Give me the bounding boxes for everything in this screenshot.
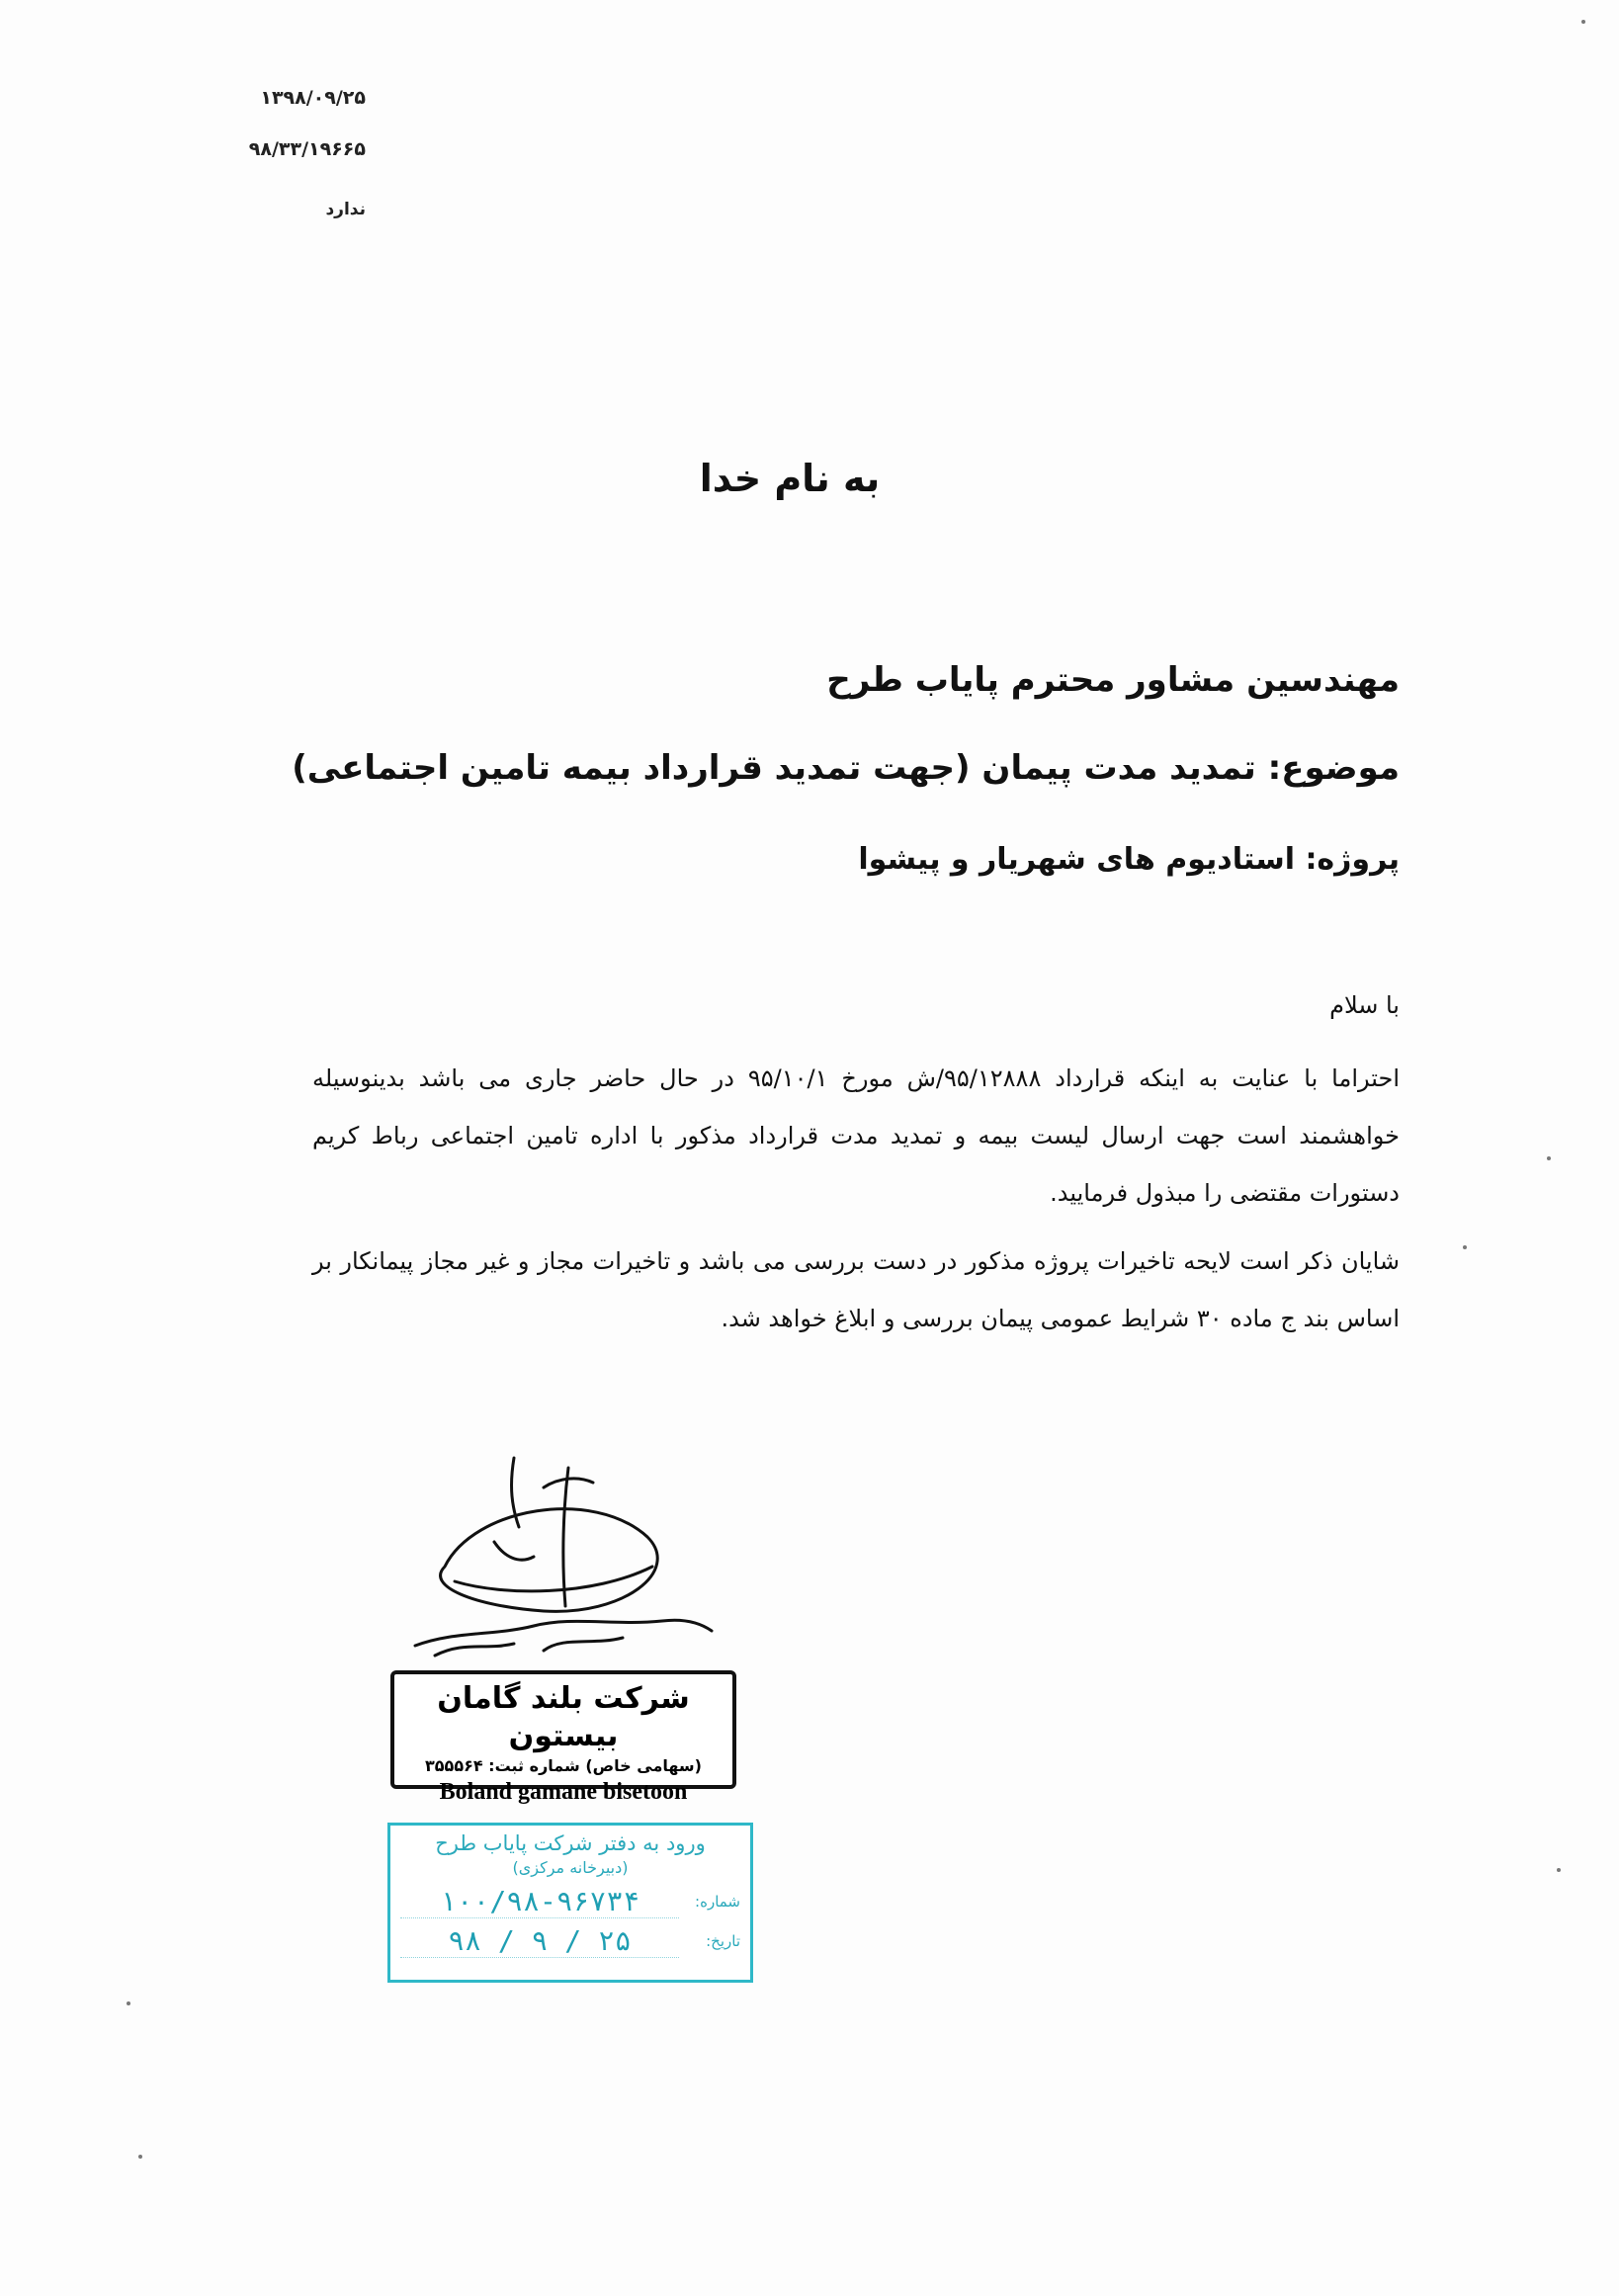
registry-stamp-subtitle: (دبیرخانه مرکزی) xyxy=(512,1858,629,1877)
letter-date: ۱۳۹۸/۰۹/۲۵ xyxy=(260,87,366,109)
project-line: پروژه: استادیوم های شهریار و پیشوا xyxy=(858,842,1400,877)
registry-date-label: تاریخ: xyxy=(706,1932,740,1950)
registry-stamp xyxy=(387,1823,753,1983)
registry-number-label: شماره: xyxy=(695,1893,740,1911)
registry-stamp-title: ورود به دفتر شرکت پایاب طرح xyxy=(435,1831,706,1855)
company-stamp-name-en: Boland gamane bisetoon xyxy=(439,1779,688,1805)
scan-speck xyxy=(1463,1245,1467,1249)
basmala-heading: به نام خدا xyxy=(699,457,881,500)
letter-number: ۹۸/۳۳/۱۹۶۶۵ xyxy=(248,138,366,160)
scan-speck xyxy=(127,2001,130,2005)
registry-date-value: ۹۸ / ۹ / ۲۵ xyxy=(400,1924,679,1958)
scan-speck xyxy=(1581,20,1585,24)
registry-number-row xyxy=(400,1885,740,1918)
registry-date-row xyxy=(400,1924,740,1958)
company-stamp-name: شرکت بلند گامان بیستون xyxy=(437,1681,690,1753)
body-paragraph-2: شایان ذکر است لایحه تاخیرات پروژه مذکور در دست بررسی می باشد و تاخیرات مجاز و غیر مجاز پیمانکار بر اساس بند ج ماده ۳۰ شرایط عمومی پیمان بررسی و ابلاغ خواهد شد. xyxy=(312,1247,1400,1332)
greeting: با سلام xyxy=(1329,991,1400,1019)
body-paragraph-1: احتراما با عنایت به اینکه قرارداد ۹۵/۱۲۸۸۸/ش مورخ ۹۵/۱۰/۱ در حال حاضر جاری می باشد بدینوسیله خواهشمند است جهت ارسال لیست بیمه و تمدید مدت قرارداد مذکور با اداره تامین اجتماعی رباط کریم دستورات مقتضی را مبذول فرمایید. xyxy=(312,1064,1401,1207)
company-stamp-registration: (سهامی خاص) شماره ثبت: ۳۵۵۵۶۴ xyxy=(425,1756,702,1775)
company-stamp xyxy=(390,1670,736,1805)
addressee-line: مهندسین مشاور محترم پایاب طرح xyxy=(826,660,1400,700)
scan-speck xyxy=(1547,1156,1551,1160)
registry-number-value: ۱۰۰/۹۸-۹۶۷۳۴ xyxy=(400,1885,679,1918)
subject-line: موضوع: تمدید مدت پیمان (جهت تمدید قرارداد بیمه تامین اجتماعی) xyxy=(292,748,1400,788)
scan-speck xyxy=(1557,1868,1561,1872)
letter-attachment: ندارد xyxy=(325,200,366,219)
scan-speck xyxy=(138,2155,142,2159)
handwritten-signature xyxy=(395,1448,722,1675)
